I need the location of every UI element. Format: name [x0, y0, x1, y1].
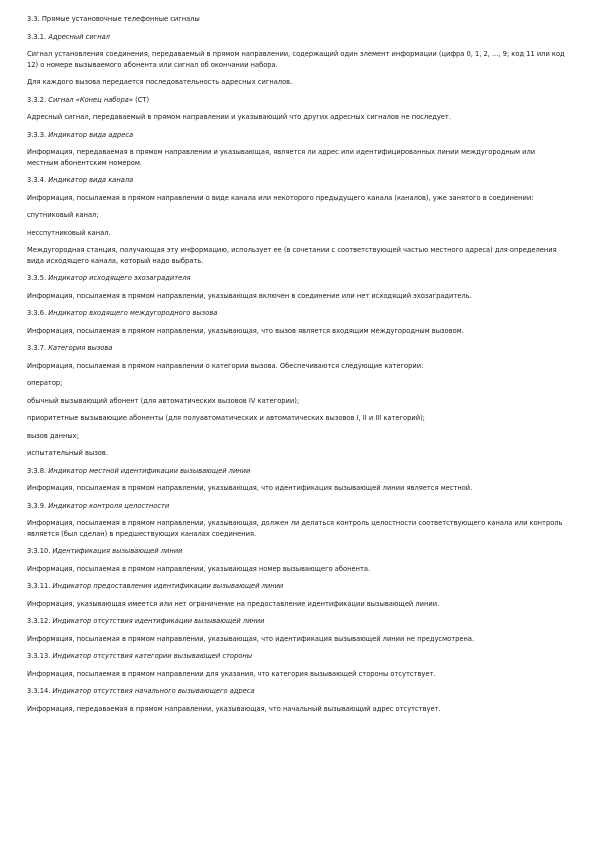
paragraph: вызов данных;	[27, 431, 79, 440]
section-number: 3.3.4.	[27, 176, 47, 184]
section-title: Индикатор местной идентификации вызывающей линии	[48, 466, 251, 475]
paragraph: Информация, передаваемая в прямом направлении, указывающая, что начальный вызывающий адрес отсутствует.	[27, 704, 441, 713]
paragraph: Междугородная станция, получающая эту информацию, использует ее (в сочетании с соответствующей частью местного адреса) для определения вида исходящего канала, который надо выбрать.	[27, 246, 557, 265]
paragraph: Информация, указывающая имеется или нет ограничение на предоставление идентификации вызывающей линии.	[27, 599, 440, 608]
section-heading	[27, 175, 567, 186]
paragraph: Сигнал установления соединения, передаваемый в прямом направлении, содержащий один элемент информации (цифра 0, 1, 2, ..., 9; код 11 или код 12) о номере вызываемого абонента или сигнал об окончании набора.	[27, 50, 565, 69]
section-heading	[27, 501, 567, 512]
section-heading	[27, 95, 567, 106]
section-number: 3.3.1.	[27, 32, 47, 41]
paragraph: Информация, посылаемая в прямом направлении, указывающая номер вызывающего абонента.	[27, 564, 371, 573]
section-title: Индикатор отсутствия начального вызывающего адреса	[52, 687, 255, 695]
paragraph: Информация, посылаемая в прямом направлении для указания, что категория вызывающей стороны отсутствует.	[27, 669, 436, 678]
section-title: Прямые установочные телефонные сигналы	[41, 15, 200, 23]
section-heading	[27, 32, 567, 43]
paragraph: приоритетные вызывающие абоненты (для полуавтоматических и автоматических вызовов I, II и III категорий);	[27, 414, 425, 422]
section-number: 3.3.2.	[27, 95, 47, 104]
paragraph: Информация, посылаемая в прямом направлении, указывающая, что идентификация вызывающей линии не предусмотрена.	[27, 634, 475, 643]
paragraph: Информация, посылаемая в прямом направлении о категории вызова. Обеспечиваются следующие категории:	[27, 361, 424, 370]
section-heading	[27, 343, 567, 354]
section-heading	[27, 273, 567, 284]
paragraph: Информация, посылаемая в прямом направлении, указывающая включен в соединение или нет исходящий эхозаградитель.	[27, 291, 472, 300]
paragraph: обычный вызывающий абонент (для автоматических вызовов IV категории);	[27, 396, 300, 405]
section-title: Индикатор отсутствия идентификации вызывающей линии	[52, 617, 265, 625]
paragraph: Информация, передаваемая в прямом направлении и указывающая, является ли адрес или идентифицированных линии междугородным или местным абонентским номером.	[27, 148, 536, 167]
section-number: 3.3.12.	[27, 617, 51, 625]
section-title: Индикатор исходящего эхозаградителя	[48, 274, 191, 282]
section-number: 3.3.3.	[27, 130, 47, 139]
section-heading	[27, 581, 567, 592]
section-number: 3.3.13.	[27, 652, 51, 660]
section-heading	[27, 686, 567, 697]
section-number: 3.3.	[27, 15, 40, 23]
section-title: Индикатор вида канала	[48, 176, 134, 184]
paragraph: испытательный вызов.	[27, 449, 108, 457]
section-title: Сигнал «Конец набора»	[48, 95, 133, 104]
document-page	[27, 14, 567, 721]
section-heading	[27, 466, 567, 477]
section-number: 3.3.11.	[27, 582, 51, 590]
section-heading	[27, 14, 567, 25]
section-title: Индикатор отсутствия категории вызывающей стороны	[52, 652, 252, 660]
paragraph: Информация, посылаемая в прямом направлении, указывающая, должен ли делаться контроль целостности соответствующего канала или контроль является (был сделан) в предшествующих каналах соединения.	[27, 519, 563, 538]
section-title: Индикатор вида адреса	[48, 130, 134, 139]
section-title: Индикатор предоставления идентификации вызывающей линии	[52, 582, 284, 590]
section-number: 3.3.9.	[27, 501, 47, 510]
section-heading	[27, 546, 567, 557]
paragraph: Информация, посылаемая в прямом направлении, указывающая, что идентификация вызывающей линии является местной.	[27, 484, 473, 492]
section-title: Индикатор входящего междугородного вызова	[48, 309, 218, 317]
section-number: 3.3.7.	[27, 344, 47, 352]
section-title: Адресный сигнал	[48, 32, 110, 41]
section-heading	[27, 130, 567, 141]
section-title: Идентификация вызывающей линии	[52, 547, 183, 555]
section-heading	[27, 616, 567, 627]
paragraph: оператор;	[27, 379, 63, 387]
section-heading	[27, 308, 567, 319]
section-heading	[27, 651, 567, 662]
paragraph: Информация, посылаемая в прямом направлении о виде канала или некоторого предыдущего канала (каналов), уже занятого в соединении:	[27, 193, 534, 202]
section-title: Категория вызова	[48, 344, 113, 352]
section-number: 3.3.14.	[27, 687, 51, 695]
section-title-suffix: (СТ)	[133, 95, 150, 104]
section-number: 3.3.8.	[27, 466, 47, 475]
paragraph: Для каждого вызова передается последовательность адресных сигналов.	[27, 78, 293, 86]
paragraph: несспутниковый канал.	[27, 228, 111, 237]
paragraph: Информация, посылаемая в прямом направлении, указывающая, что вызов является входящим междугородным вызовом.	[27, 326, 464, 335]
section-number: 3.3.6.	[27, 309, 47, 317]
section-title: Индикатор контроля целостности	[48, 501, 170, 510]
paragraph: Адресный сигнал, передаваемый в прямом направлении и указывающий что других адресных сигналов не последует.	[27, 113, 451, 121]
section-number: 3.3.10.	[27, 547, 51, 555]
paragraph: спутниковый канал;	[27, 211, 99, 219]
section-number: 3.3.5.	[27, 274, 47, 282]
